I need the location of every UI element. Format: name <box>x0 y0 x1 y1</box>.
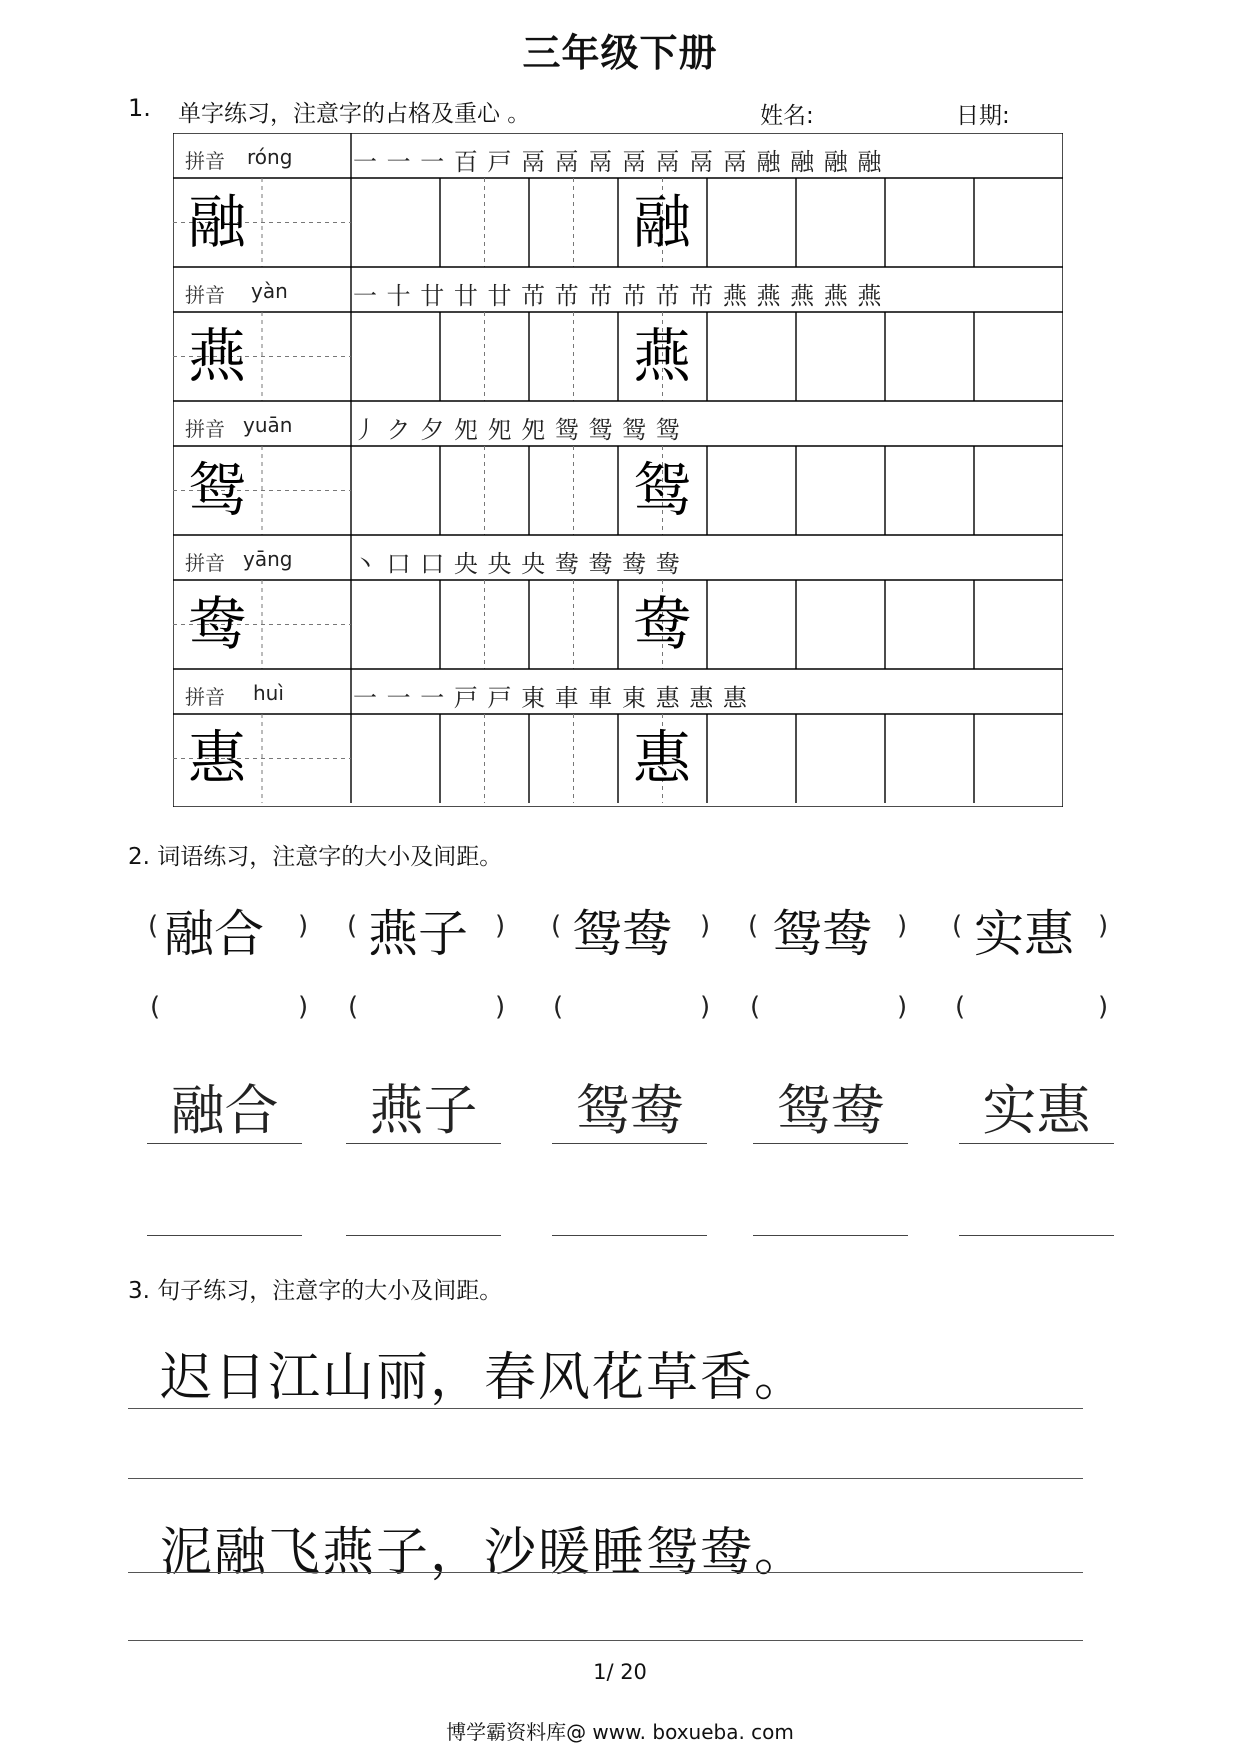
stroke-order: 一 十 廿 廿 廿 芇 芇 芇 芇 芇 芇 燕 燕 燕 燕 燕 <box>353 282 883 310</box>
pinyin-value: róng <box>247 145 293 169</box>
sentence-writing-line[interactable] <box>128 1640 1083 1641</box>
trace-character: 鸳 <box>632 456 691 524</box>
pinyin-label: 拼音 <box>185 149 225 173</box>
open-paren: ( <box>348 992 359 1022</box>
pinyin-label: 拼音 <box>185 417 225 441</box>
pinyin-value: yāng <box>243 547 293 571</box>
date-label: 日期: <box>956 103 1010 129</box>
model-character: 鸯 <box>187 590 246 658</box>
sentence-writing-line[interactable] <box>128 1408 1083 1409</box>
sentence-model: 泥融飞燕子，沙暖睡鸳鸯。 <box>160 1523 809 1583</box>
pinyin-label: 拼音 <box>185 283 225 307</box>
word-model: 融合 <box>164 905 264 963</box>
close-paren: ) <box>897 992 908 1022</box>
stroke-order: 一 一 一 百 戸 鬲 鬲 鬲 鬲 鬲 鬲 鬲 融 融 融 融 <box>353 148 883 176</box>
word-trace: 鸳鸯 <box>575 1079 684 1142</box>
word-writing-line[interactable] <box>959 1235 1114 1236</box>
close-paren: ) <box>495 992 506 1022</box>
word-writing-line[interactable] <box>753 1143 908 1144</box>
pinyin-label: 拼音 <box>185 685 225 709</box>
footer-watermark: 博学霸资料库@ www. boxueba. com <box>446 1720 794 1744</box>
model-character: 鸳 <box>187 456 246 524</box>
trace-character: 融 <box>632 188 691 256</box>
word-writing-line[interactable] <box>147 1143 302 1144</box>
word-trace: 鸳鸯 <box>776 1079 885 1142</box>
page-number: 1/ 20 <box>593 1660 647 1684</box>
trace-character: 鸯 <box>632 590 691 658</box>
open-paren: ( <box>347 911 358 941</box>
open-paren: ( <box>952 911 963 941</box>
word-writing-line[interactable] <box>552 1235 707 1236</box>
page-title: 三年级下册 <box>522 31 718 75</box>
close-paren: ) <box>1098 992 1109 1022</box>
close-paren: ) <box>298 911 309 941</box>
trace-character: 惠 <box>632 724 691 792</box>
name-label: 姓名: <box>760 103 814 129</box>
close-paren: ) <box>1098 911 1109 941</box>
word-writing-line[interactable] <box>346 1235 501 1236</box>
pinyin-value: yàn <box>251 279 288 303</box>
pinyin-label: 拼音 <box>185 551 225 575</box>
word-trace: 融合 <box>170 1079 279 1142</box>
word-model: 燕子 <box>368 905 468 963</box>
word-trace: 燕子 <box>369 1079 478 1142</box>
close-paren: ) <box>897 911 908 941</box>
word-model: 鸳鸯 <box>572 905 672 963</box>
pinyin-value: yuān <box>243 413 293 437</box>
open-paren: ( <box>750 992 761 1022</box>
sentence-writing-line[interactable] <box>128 1478 1083 1479</box>
open-paren: ( <box>553 992 564 1022</box>
close-paren: ) <box>700 911 711 941</box>
open-paren: ( <box>748 911 759 941</box>
close-paren: ) <box>700 992 711 1022</box>
stroke-order: 一 一 一 戸 戸 東 車 車 東 惠 惠 惠 <box>353 684 748 712</box>
model-character: 融 <box>187 188 246 256</box>
word-writing-line[interactable] <box>346 1143 501 1144</box>
close-paren: ) <box>298 992 309 1022</box>
close-paren: ) <box>495 911 506 941</box>
sentence-model: 迟日江山丽，春风花草香。 <box>160 1348 809 1408</box>
section2-heading: 2. 词语练习，注意字的大小及间距。 <box>128 844 503 870</box>
section3-heading: 3. 句子练习，注意字的大小及间距。 <box>128 1278 503 1304</box>
stroke-order: 丶 口 口 央 央 央 鸯 鸯 鸯 鸯 <box>353 550 681 578</box>
word-trace: 实惠 <box>982 1079 1091 1142</box>
stroke-order: 丿 ク 夕 夗 夗 夗 鸳 鸳 鸳 鸳 <box>353 416 681 444</box>
word-model: 实惠 <box>974 905 1074 963</box>
section1-instruction: 单字练习，注意字的占格及重心 。 <box>178 101 531 127</box>
sentence-writing-line[interactable] <box>128 1572 1083 1573</box>
open-paren: ( <box>551 911 562 941</box>
word-writing-line[interactable] <box>147 1235 302 1236</box>
section1-number: 1. <box>128 94 151 122</box>
word-model: 鸳鸯 <box>772 905 872 963</box>
open-paren: ( <box>955 992 966 1022</box>
pinyin-value: huì <box>253 681 284 705</box>
trace-character: 燕 <box>632 322 691 390</box>
model-character: 惠 <box>187 724 246 792</box>
word-writing-line[interactable] <box>753 1235 908 1236</box>
word-writing-line[interactable] <box>552 1143 707 1144</box>
open-paren: ( <box>148 911 159 941</box>
open-paren: ( <box>150 992 161 1022</box>
word-writing-line[interactable] <box>959 1143 1114 1144</box>
model-character: 燕 <box>187 322 246 390</box>
